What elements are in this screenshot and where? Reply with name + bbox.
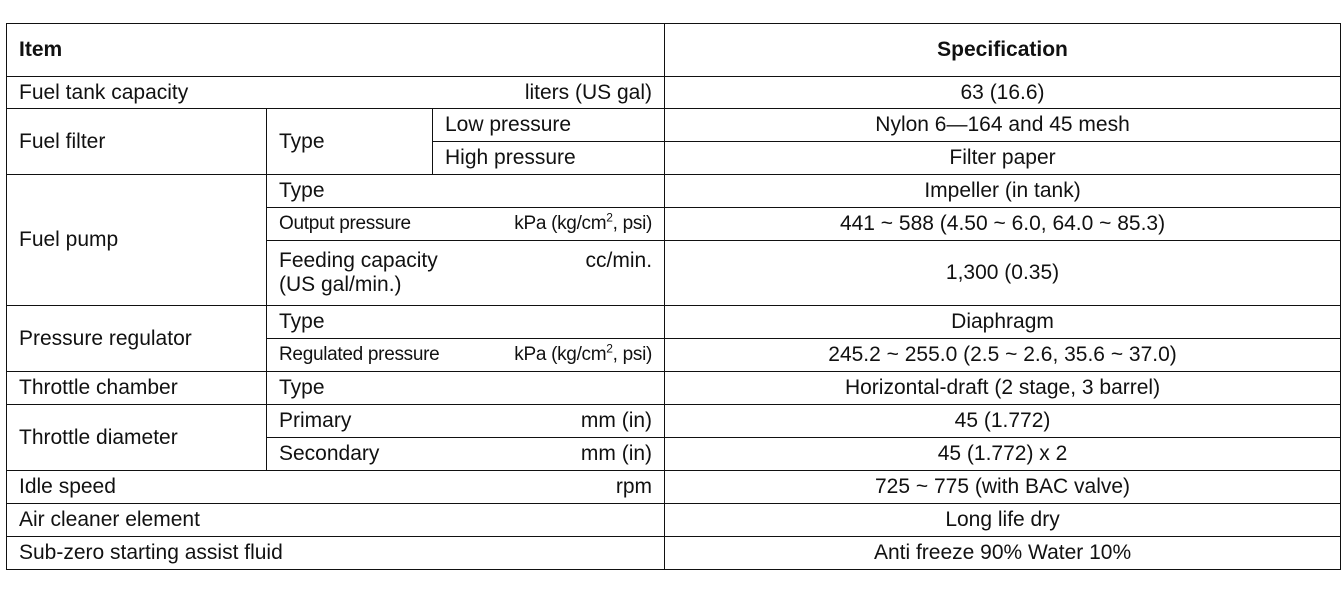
- header-row: [7, 24, 1341, 77]
- idle-speed-cell: [7, 471, 665, 504]
- row-fuel-pump-type: [7, 175, 1341, 208]
- throttle-chamber-type-value: Horizontal-draft (2 stage, 3 barrel): [665, 372, 1341, 405]
- throttle-diameter-secondary-cell: [267, 438, 665, 471]
- pressure-regulator-type-label: Type: [267, 306, 665, 339]
- sub-zero-label: Sub-zero starting assist fluid: [7, 537, 665, 570]
- fuel-pump-output-unit-post: , psi): [612, 213, 653, 234]
- specification-table: [6, 23, 1341, 570]
- fuel-filter-high-value: Filter paper: [665, 142, 1341, 175]
- throttle-diameter-secondary-unit: mm (in): [580, 442, 653, 465]
- fuel-filter-low-label: Low pressure: [433, 109, 665, 142]
- pressure-regulator-regulated-cell: [267, 339, 665, 372]
- fuel-pump-feeding-unit: cc/min.: [585, 249, 653, 272]
- pressure-regulator-regulated-label: Regulated pressure: [279, 344, 440, 365]
- throttle-diameter-primary-value: 45 (1.772): [665, 405, 1341, 438]
- row-fuel-tank: [7, 77, 1341, 109]
- fuel-tank-label-cell: [7, 77, 665, 109]
- pressure-regulator-label: Pressure regulator: [7, 306, 267, 372]
- row-throttle-chamber: [7, 372, 1341, 405]
- pressure-regulator-regulated-unit: [514, 341, 653, 366]
- fuel-tank-unit: liters (US gal): [524, 80, 653, 104]
- fuel-pump-output-unit: [514, 210, 653, 235]
- pressure-regulator-type-value: Diaphragm: [665, 306, 1341, 339]
- pressure-regulator-unit-sup: 2: [606, 341, 613, 356]
- throttle-diameter-primary-label: Primary: [279, 409, 352, 432]
- fuel-pump-output-label: Output pressure: [279, 213, 411, 234]
- throttle-chamber-type-label: Type: [267, 372, 665, 405]
- row-pressure-regulator-type: [7, 306, 1341, 339]
- fuel-filter-high-label: High pressure: [433, 142, 665, 175]
- air-cleaner-label: Air cleaner element: [7, 504, 665, 537]
- idle-speed-unit: rpm: [615, 475, 653, 498]
- throttle-chamber-label: Throttle chamber: [7, 372, 267, 405]
- fuel-pump-feeding-label-2: (US gal/min.): [279, 273, 402, 296]
- throttle-diameter-primary-cell: [267, 405, 665, 438]
- fuel-pump-output-unit-sup: 2: [606, 210, 613, 225]
- sub-zero-value: Anti freeze 90% Water 10%: [665, 537, 1341, 570]
- row-throttle-diameter-primary: [7, 405, 1341, 438]
- header-specification: Specification: [665, 24, 1341, 77]
- pressure-regulator-regulated-value: 245.2 ~ 255.0 (2.5 ~ 2.6, 35.6 ~ 37.0): [665, 339, 1341, 372]
- throttle-diameter-label: Throttle diameter: [7, 405, 267, 471]
- throttle-diameter-primary-unit: mm (in): [580, 409, 653, 432]
- fuel-pump-type-label: Type: [267, 175, 665, 208]
- fuel-pump-label: Fuel pump: [7, 175, 267, 306]
- fuel-pump-output-value: 441 ~ 588 (4.50 ~ 6.0, 64.0 ~ 85.3): [665, 208, 1341, 241]
- fuel-filter-type-label: Type: [267, 109, 433, 175]
- throttle-diameter-secondary-label: Secondary: [279, 442, 380, 465]
- fuel-tank-label: Fuel tank capacity: [19, 80, 189, 104]
- air-cleaner-value: Long life dry: [665, 504, 1341, 537]
- fuel-pump-feeding-value: 1,300 (0.35): [665, 241, 1341, 306]
- pressure-regulator-unit-pre: kPa (kg/cm: [514, 344, 607, 365]
- fuel-tank-value: 63 (16.6): [665, 77, 1341, 109]
- fuel-pump-output-cell: [267, 208, 665, 241]
- fuel-filter-low-value: Nylon 6—164 and 45 mesh: [665, 109, 1341, 142]
- row-idle-speed: [7, 471, 1341, 504]
- fuel-pump-feeding-cell: [267, 241, 665, 306]
- fuel-pump-type-value: Impeller (in tank): [665, 175, 1341, 208]
- idle-speed-label: Idle speed: [19, 475, 116, 498]
- fuel-pump-feeding-label: Feeding capacity: [279, 249, 438, 272]
- row-fuel-filter-low: [7, 109, 1341, 142]
- header-item: Item: [7, 24, 665, 77]
- row-air-cleaner: [7, 504, 1341, 537]
- fuel-pump-output-unit-pre: kPa (kg/cm: [514, 213, 607, 234]
- pressure-regulator-unit-post: , psi): [612, 344, 653, 365]
- idle-speed-value: 725 ~ 775 (with BAC valve): [665, 471, 1341, 504]
- fuel-filter-label: Fuel filter: [7, 109, 267, 175]
- throttle-diameter-secondary-value: 45 (1.772) x 2: [665, 438, 1341, 471]
- row-sub-zero: [7, 537, 1341, 570]
